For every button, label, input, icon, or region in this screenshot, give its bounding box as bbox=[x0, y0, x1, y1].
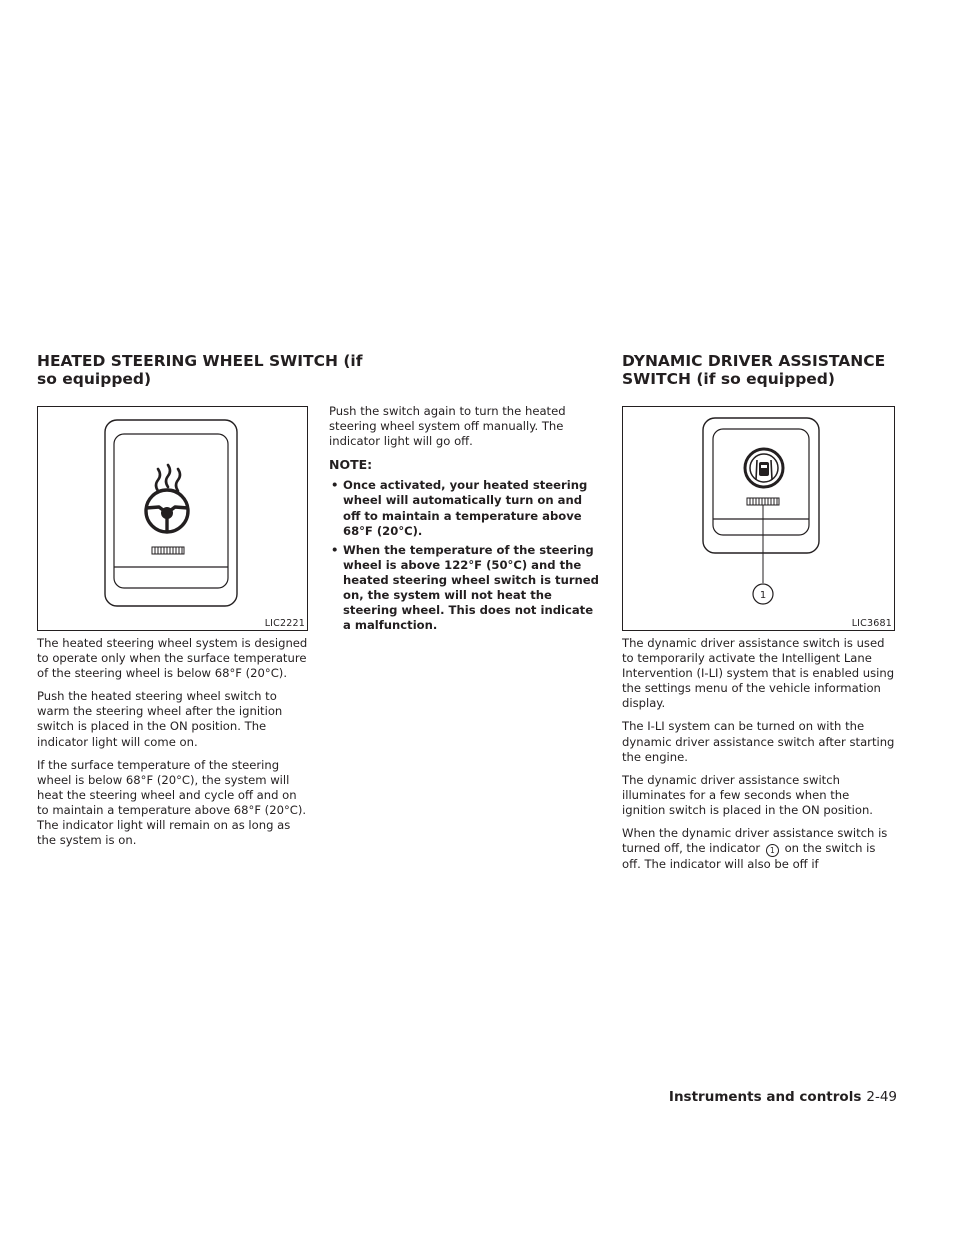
note-item: • Once activated, your heated steering wheel will automatically turn on and off to maintain a temperature above 68°F (20°C). bbox=[329, 478, 601, 538]
heated-steering-heading bbox=[37, 352, 363, 388]
dynamic-driver-assistance-heading bbox=[622, 352, 885, 388]
heat-wave-icon bbox=[156, 465, 180, 491]
paragraph: If the surface temperature of the steering wheel is below 68°F (20°C), the system will heat the steering wheel and cycle off and on to maintain a temperature above 68°F (20°C). The indicator light will remain on as long as the system is on. bbox=[37, 757, 307, 848]
paragraph: Push the heated steering wheel switch to warm the steering wheel after the ignition switch is placed in the ON position. The indicator light will come on. bbox=[37, 689, 283, 749]
right-column-text bbox=[622, 636, 895, 880]
paragraph: The dynamic driver assistance switch is used to temporarily activate the Intelligent Lane Intervention (I-LI) system that is enabled using the settings menu of the vehicle information display. bbox=[622, 636, 895, 711]
dynamic-driver-assistance-illustration bbox=[623, 407, 894, 630]
paragraph bbox=[622, 826, 895, 872]
dynamic-driver-assistance-figure bbox=[622, 406, 895, 631]
heated-steering-switch-illustration bbox=[38, 407, 307, 630]
paragraph: The heated steering wheel system is designed to operate only when the surface temperature of the steering wheel is below 68°F (20°C). bbox=[37, 636, 308, 681]
paragraph: Push the switch again to turn the heated steering wheel system off manually. The indicator light will go off. bbox=[329, 404, 566, 449]
steering-wheel-icon bbox=[146, 490, 188, 532]
figure-code: LIC3681 bbox=[851, 618, 892, 629]
text-after-callout: on the switch is off. The indicator will also be off if bbox=[622, 841, 876, 872]
paragraph: The I-LI system can be turned on with the dynamic driver assistance switch after starting the engine. bbox=[622, 719, 895, 764]
paragraph: The dynamic driver assistance switch illuminates for a few seconds when the ignition switch is placed in the ON position. bbox=[622, 772, 873, 817]
note-item: • When the temperature of the steering wheel is above 122°F (50°C) and the heated steering wheel switch is turned on, the system will not heat the steering wheel. This does not indicate a malfunction. bbox=[329, 543, 601, 634]
left-column-text bbox=[37, 636, 309, 856]
callout-label: 1 bbox=[759, 590, 767, 601]
figure-code: LIC2221 bbox=[264, 618, 305, 629]
heading-line-2: SWITCH (if so equipped) bbox=[622, 370, 835, 388]
lane-assist-icon bbox=[745, 449, 783, 487]
indicator-light-icon bbox=[747, 498, 779, 505]
footer-section-title: Instruments and controls bbox=[668, 1089, 862, 1105]
note-list bbox=[329, 478, 601, 633]
heated-steering-switch-figure bbox=[37, 406, 308, 631]
heading-line-1: HEATED STEERING WHEEL SWITCH (if bbox=[37, 352, 363, 370]
page-footer bbox=[669, 1089, 897, 1105]
indicator-light-icon bbox=[152, 547, 184, 554]
inline-callout-marker: 1 bbox=[766, 844, 779, 857]
text-before-callout: When the dynamic driver assistance switch is turned off, the indicator bbox=[622, 826, 888, 856]
middle-column-text bbox=[329, 404, 601, 637]
heading-line-1: DYNAMIC DRIVER ASSISTANCE bbox=[622, 352, 886, 370]
heading-line-2: so equipped) bbox=[37, 370, 152, 388]
note-heading: NOTE: bbox=[329, 457, 373, 473]
page-number: 2-49 bbox=[866, 1089, 897, 1105]
